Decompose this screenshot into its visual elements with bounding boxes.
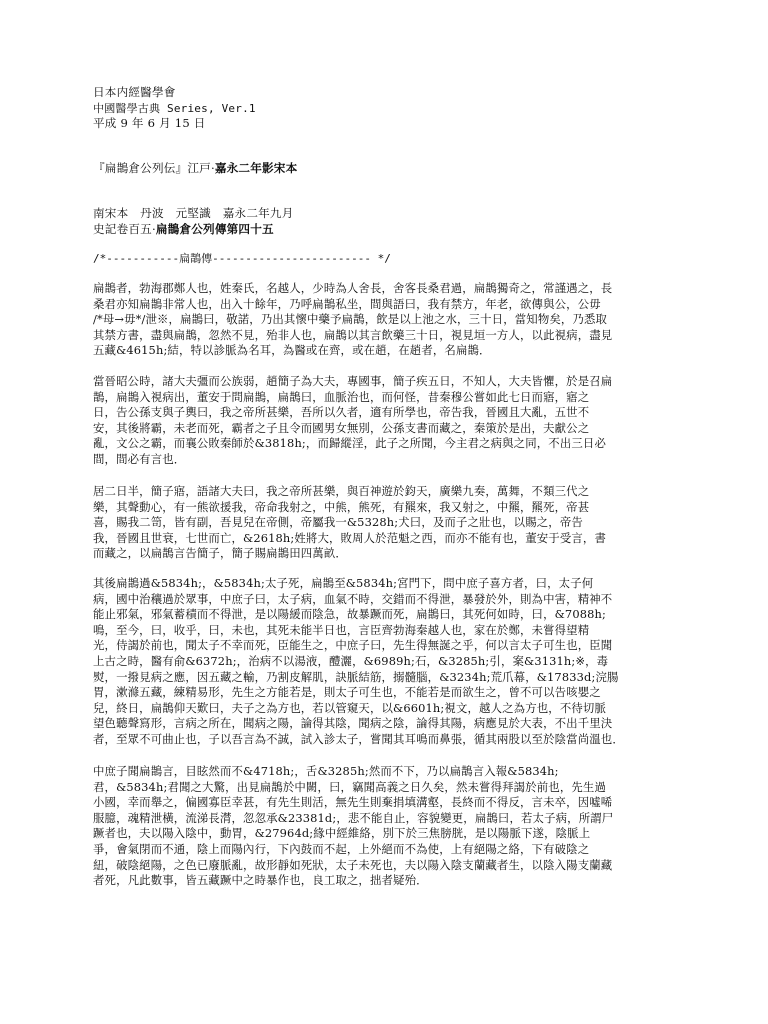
source-chapter-title: 扁鵲倉公列傳第四十五 bbox=[155, 221, 274, 236]
paragraph-5 bbox=[93, 764, 693, 889]
header-society: 日本内經醫學會 bbox=[93, 85, 176, 99]
paragraph-line: 者，至眾不可曲止也，子以吾言為不誠，試入診太子，嘗聞其耳鳴而鼻張，循其兩股以至於陰當尚溫也． bbox=[93, 731, 624, 746]
paragraph-line: 居二日半，簡子寤，語諸大夫曰，我之帝所甚樂，與百神遊於鈞天，廣樂九奏，萬舞，不類三代之 bbox=[93, 484, 590, 498]
paragraph-line: 服臆，魂精泄橫，流涕長潸，忽忽承&23381d;，悲不能自止，容貌變更，扁鵲曰，若太子病，所謂尸 bbox=[93, 810, 614, 825]
paragraph-line: 當晉昭公時，諸大夫彊而公族弱，趙簡子為大夫，專國事，簡子疾五日，不知人，大夫皆懼，於是召扁 bbox=[93, 374, 613, 388]
paragraph-line: 鳴，至今，曰，收乎，曰，未也，其死未能半日也，言臣齊勃海秦越人也，家在於鄭，未嘗得望精 bbox=[93, 622, 590, 637]
source-line-edition: 南宋本 丹波 元堅識 嘉永二年九月 bbox=[93, 206, 294, 220]
document-title bbox=[93, 161, 693, 177]
title-prefix: 『扁鵲倉公列伝』江戸· bbox=[93, 161, 215, 175]
paragraph-line: 安，其後將霸，未老而死，霸者之子且令而國男女無別，公孫支書而藏之，秦策於是出，夫獻公之 bbox=[93, 420, 590, 435]
source-block bbox=[93, 206, 693, 237]
paragraph-line: 我，晉國且世衰，七世而亡，&2618h;姓將大，敗周人於范魁之西，而亦不能有也，董安于受言，書 bbox=[93, 530, 606, 545]
header-series: 中國醫學古典 Series, Ver.1 bbox=[93, 101, 256, 115]
paragraph-line: 喜，賜我二笥，皆有副，吾見兒在帝側，帝屬我一&5328h;犬曰，及而子之壯也，以賜之，帝告 bbox=[93, 515, 583, 530]
source-line-chapter bbox=[93, 222, 693, 238]
paragraph-line: 爭，會氣閉而不通，陰上而陽內行，下內鼓而不起，上外絕而不為使，上有絕陽之絡，下有破陰之 bbox=[93, 841, 590, 856]
paragraph-line: 而藏之，以扁鵲言告簡子，簡子賜扁鵲田四萬畝． bbox=[93, 546, 347, 561]
paragraph-line: 鵲，扁鵲入視病出，董安于問扁鵲，扁鵲曰，血脈治也，而何怪，昔秦穆公嘗如此七日而寤，寤之 bbox=[93, 389, 590, 404]
paragraph-1 bbox=[93, 281, 693, 359]
paragraph-line: 者死，凡此數事，皆五藏蹶中之時暴作也，良工取之，拙者疑殆． bbox=[93, 873, 428, 888]
paragraph-line: 君，&5834h;君聞之大驚，出見扁鵲於中闕，曰，竊聞高義之日久矣，然未嘗得拜謁於前也，先生過 bbox=[93, 779, 606, 794]
paragraph-line: 日，告公孫支與子輿曰，我之帝所甚樂，吾所以久者，適有所學也，帝告我，晉國且大亂，五世不 bbox=[93, 405, 590, 420]
paragraph-line: 中庶子聞扁鵲言，目眩然而不&4718h;，舌&3285h;然而不下，乃以扁鵲言入報&5834h; bbox=[93, 764, 559, 778]
header-date: 平成 9 年 6 月 15 日 bbox=[93, 116, 206, 130]
paragraph-line: 胃，漱滌五藏，練精易形，先生之方能若是，則太子可生也，不能若是而欲生之，曾不可以告咳嬰之 bbox=[93, 685, 601, 700]
header-block bbox=[93, 85, 693, 132]
paragraph-line: /*母→毋*/泄※，扁鵲曰，敬諾，乃出其懷中藥予扁鵲，飲是以上池之水，三十日，當知物矣，乃悉取 bbox=[93, 312, 608, 327]
paragraph-line: 兒，終日，扁鵲仰天歎曰，夫子之為方也，若以管窺天，以&6601h;視文，越人之為方也，不待切脈 bbox=[93, 700, 606, 715]
paragraph-line: 病，國中治穰過於眾事，中庶子曰，太子病，血氣不時，交錯而不得泄，暴發於外，則為中害，精神不 bbox=[93, 591, 613, 606]
paragraph-line: 扁鵲者，勃海郡鄭人也，姓秦氏，名越人，少時為人舍長，舍客長桑君過，扁鵲獨奇之，常謹遇之，長 bbox=[93, 281, 613, 295]
section-divider-block bbox=[93, 251, 693, 267]
title-block bbox=[93, 161, 693, 177]
paragraph-line: 桑君亦知扁鵲非常人也，出入十餘年，乃呼扁鵲私坐，間與語曰，我有禁方，年老，欲傳與公，公毋 bbox=[93, 296, 601, 311]
source-chapter-prefix: 史記卷百五· bbox=[93, 221, 156, 236]
paragraph-line: 亂，文公之霸，而襄公敗秦師於&3818h;，而歸縱淫，此子之所聞，今主君之病與之同，不出三日必 bbox=[93, 436, 606, 451]
paragraph-line: 樂，其聲動心，有一熊欲援我，帝命我射之，中熊，熊死，有羆來，我又射之，中羆，羆死，帝甚 bbox=[93, 499, 590, 514]
paragraph-4 bbox=[93, 576, 693, 748]
paragraph-line: 蹶者也，夫以陽入陰中，動胃，&27964d;緣中經維絡，別下於三焦膀胱，是以陽脈下遂，陰脈上 bbox=[93, 826, 591, 841]
paragraph-line: 紐，破陰絕陽，之色已廢脈亂，故形靜如死狀，太子未死也，夫以陽入陰支蘭藏者生，以陰入陽支蘭藏 bbox=[93, 857, 613, 872]
paragraph-line: 上古之時，醫有俞&6372h;，治病不以湯液，醴灑，&6989h;石，&3285h;引，案&3131h;※，毒 bbox=[93, 653, 609, 668]
paragraph-2 bbox=[93, 374, 693, 468]
section-divider: /*-----------扁鵲傳------------------------ */ bbox=[93, 252, 391, 265]
paragraph-line: 望色聽聲寫形，言病之所在，聞病之陽，論得其陰，聞病之陰，論得其陽，病應見於大表，不出千里決 bbox=[93, 716, 613, 731]
paragraph-line: 間，間必有言也． bbox=[93, 451, 186, 466]
paragraph-3 bbox=[93, 484, 693, 562]
paragraph-line: 能止邪氣，邪氣蓄積而不得泄，是以陽緩而陰急，故暴蹶而死，扁鵲曰，其死何如時，曰，&7088h; bbox=[93, 607, 606, 622]
paragraph-line: 五藏&4615h;結，特以診脈為名耳，為醫或在齊，或在趙，在趙者，名扁鵲． bbox=[93, 343, 491, 358]
paragraph-line: 熨，一撥見病之應，因五藏之輸，乃割皮解肌，訣脈結筋，搦髓腦，&3234h;荒爪幕，&17833d;浣腸 bbox=[93, 669, 619, 684]
paragraph-line: 光，侍謁於前也，聞太子不幸而死，臣能生之，中庶子曰，先生得無誕之乎，何以言太子可生也，臣聞 bbox=[93, 638, 613, 653]
title-emphasis: 嘉永二年影宋本 bbox=[214, 161, 298, 175]
paragraph-line: 其禁方書，盡與扁鵲，忽然不見，殆非人也，扁鵲以其言飲藥三十日，視見垣一方人，以此視病，盡見 bbox=[93, 327, 613, 342]
paragraph-line: 小國，幸而舉之，偏國寡臣幸甚，有先生則活，無先生則棄捐填溝壑，長終而不得反，言未卒，因噓唏 bbox=[93, 795, 613, 810]
paragraph-line: 其後扁鵲過&5834h;，&5834h;太子死，扁鵲至&5834h;宮門下，問中庶子喜方者，曰，太子何 bbox=[93, 576, 594, 590]
